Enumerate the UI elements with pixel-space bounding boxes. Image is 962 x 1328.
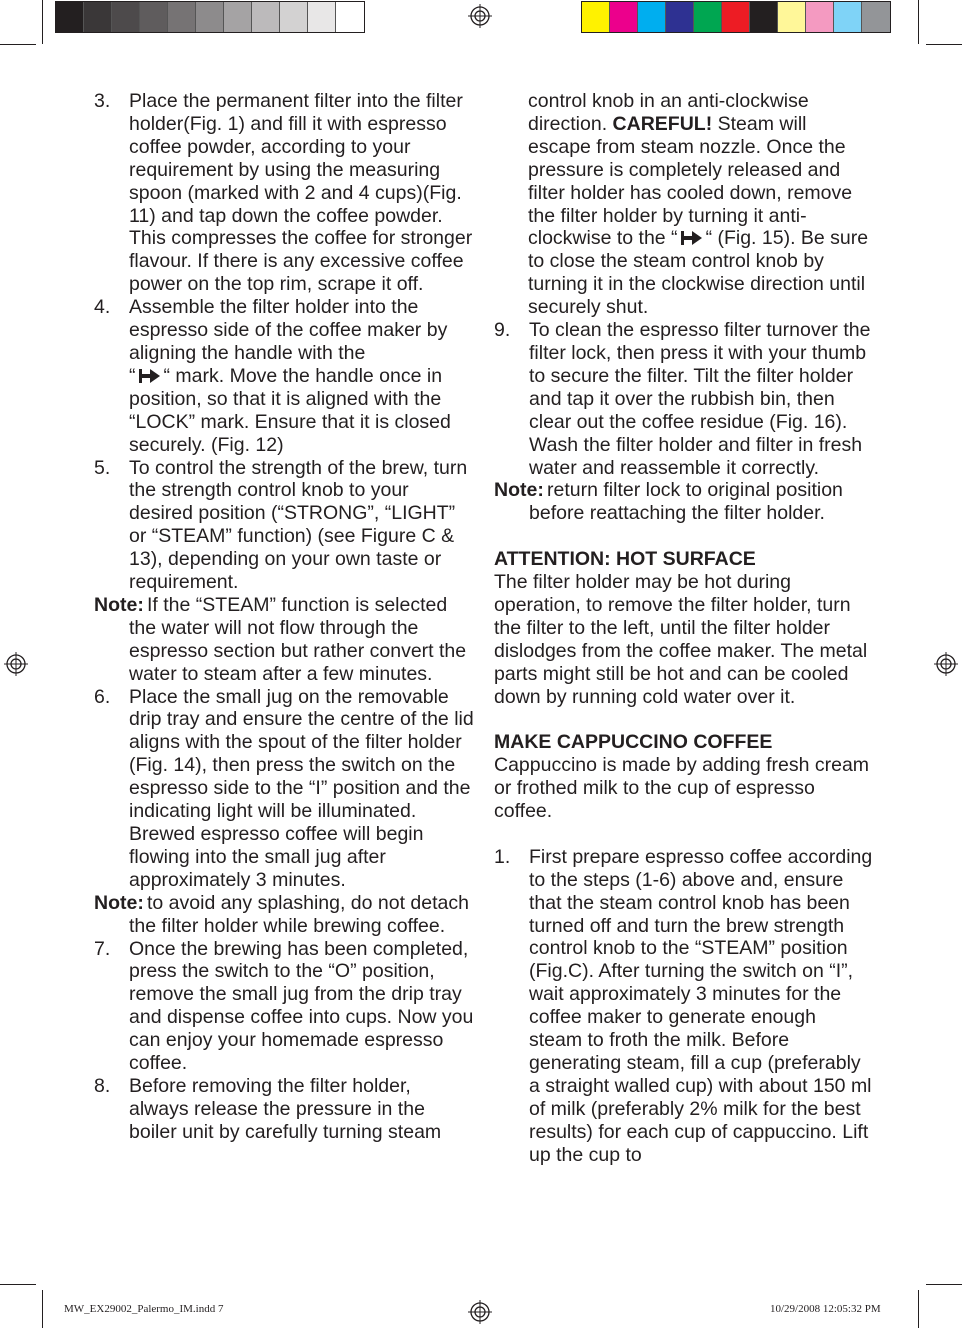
step-text: Place the permanent filter into the filter holder(Fig. 1) and fill it with espresso coffee powder, according to your requirement by using the measuring spoon (marked with 2 and 4 cups)(Fig. 11) and tap down the coffee powder. This compresses the coffee for stronger flavour. If there is any excessive coffee power on the top rim, scrape it off. xyxy=(129,90,473,296)
registration-mark-icon xyxy=(468,1300,492,1324)
cappuccino-paragraph: Cappuccino is made by adding fresh cream or frothed milk to the cup of espresso coffee. xyxy=(494,754,870,823)
note-label: Note: xyxy=(94,891,144,914)
note-filter-lock xyxy=(494,479,874,525)
careful-warning: CAREFUL! xyxy=(612,112,713,135)
step-number: 1. xyxy=(494,845,511,868)
step-number: 6. xyxy=(94,685,111,708)
cappuccino-step-1 xyxy=(494,846,874,1167)
color-swatch xyxy=(778,2,806,32)
color-swatch xyxy=(834,2,862,32)
registration-mark-icon xyxy=(4,652,28,676)
step-8 xyxy=(94,1075,474,1144)
step-text: First prepare espresso coffee according to the steps (1-6) above and, ensure that the steam control knob has been turned off and turn the brew strength control knob to the “STEAM” position (Fig.C). After turning the switch on “I”, wait approximately 3 minutes for the coffee maker to generate enough steam to froth the milk. Before generating steam, fill a cup (preferably a straight walled cup) with about 150 ml of milk (preferably 2% milk for the best results) for each cup of cappuccino. Lift up the cup to xyxy=(529,845,873,1166)
step-number: 3. xyxy=(94,90,111,112)
step-6 xyxy=(94,686,474,892)
step-3 xyxy=(94,90,474,296)
note-splashing xyxy=(94,892,474,938)
step-text: “ (Fig. 15). Be sure to close the steam control knob by turning it in the clockwise direction until securely shut. xyxy=(528,227,869,319)
step-text: Steam will escape from steam nozzle. Once the pressure is completely released and filter holder has cooled down, remove the filter holder by turning it anti-clockwise to the “ xyxy=(528,112,853,250)
color-swatch xyxy=(806,2,834,32)
grayscale-calibration-bar xyxy=(55,1,365,33)
registration-mark-icon xyxy=(934,652,958,676)
color-swatch xyxy=(84,2,112,32)
note-steam xyxy=(94,594,474,686)
step-text: Place the small jug on the removable drip tray and ensure the centre of the lid aligns with the spout of the filter holder (Fig. 14), then press the switch on the espresso side to the “I” position and the indicating light will be illuminated. Brewed espresso coffee will begin flowing into the small jug after approximately 3 minutes. xyxy=(129,685,474,891)
color-swatch xyxy=(336,2,364,32)
step-text: “ mark. Move the handle once in position, so that it is aligned with the “LOCK” mark. Ensure that it is closed securely. (Fig. 12) xyxy=(129,364,451,456)
crop-mark xyxy=(926,44,962,45)
footer-timestamp: 10/29/2008 12:05:32 PM xyxy=(770,1303,881,1315)
step-number: 4. xyxy=(94,296,111,319)
color-swatch xyxy=(56,2,84,32)
step-number: 8. xyxy=(94,1074,111,1097)
crop-mark xyxy=(42,1290,43,1328)
color-swatch xyxy=(196,2,224,32)
step-8-continued xyxy=(494,90,874,319)
note-text: If the “STEAM” function is selected the water will not flow through the espresso section but rather convert the water to steam after a few minutes. xyxy=(129,593,467,685)
crop-mark xyxy=(0,1284,36,1285)
color-swatch xyxy=(694,2,722,32)
attention-heading: ATTENTION: HOT SURFACE xyxy=(494,548,756,571)
crop-mark xyxy=(918,0,919,44)
color-swatch xyxy=(252,2,280,32)
color-swatch xyxy=(140,2,168,32)
color-swatch xyxy=(582,2,610,32)
right-column xyxy=(494,90,874,1167)
step-text: To control the strength of the brew, turn the strength control knob to your desired position (“STRONG”, “LIGHT” or “STEAM” function) (see Figure C & 13), depending on your own taste or requirement. xyxy=(129,456,468,594)
crop-mark xyxy=(926,1284,962,1285)
note-text: return filter lock to original position before reattaching the filter holder. xyxy=(529,479,843,525)
footer-filename: MW_EX29002_Palermo_IM.indd 7 xyxy=(64,1303,224,1315)
crop-mark xyxy=(42,0,43,44)
color-swatch xyxy=(610,2,638,32)
step-number: 7. xyxy=(94,937,111,960)
step-7 xyxy=(94,938,474,1075)
note-text: to avoid any splashing, do not detach the filter holder while brewing coffee. xyxy=(129,891,469,937)
color-swatch xyxy=(666,2,694,32)
color-swatch xyxy=(168,2,196,32)
color-swatch xyxy=(112,2,140,32)
unlock-arrow-icon xyxy=(681,230,703,246)
cappuccino-heading: MAKE CAPPUCCINO COFFEE xyxy=(494,731,773,754)
lock-arrow-icon xyxy=(139,368,161,384)
color-swatch xyxy=(750,2,778,32)
crop-mark xyxy=(918,1290,919,1328)
step-text: “ xyxy=(129,364,136,387)
left-column xyxy=(94,90,474,1144)
note-label: Note: xyxy=(94,593,144,616)
color-calibration-bar xyxy=(581,1,891,33)
color-swatch xyxy=(862,2,890,32)
step-number: 9. xyxy=(494,319,511,342)
crop-mark xyxy=(0,44,36,45)
step-5 xyxy=(94,457,474,594)
attention-paragraph: The filter holder may be hot during operation, to remove the filter holder, turn the filter to the left, until the filter holder dislodges from the coffee maker. The metal parts might still be hot and can be cooled down by running cold water over it. xyxy=(494,571,868,708)
color-swatch xyxy=(638,2,666,32)
color-swatch xyxy=(308,2,336,32)
step-text: Assemble the filter holder into the espresso side of the coffee maker by aligning the handle with the xyxy=(129,296,448,364)
step-text: Once the brewing has been completed, press the switch to the “O” position, remove the small jug from the drip tray and dispense coffee into cups. Now you can enjoy your homemade espresso coffee. xyxy=(129,937,474,1075)
color-swatch xyxy=(280,2,308,32)
step-9 xyxy=(494,319,874,479)
color-swatch xyxy=(224,2,252,32)
step-text: control knob in an anti-clockwise direction. xyxy=(528,90,809,135)
step-number: 5. xyxy=(94,456,111,479)
note-label: Note: xyxy=(494,479,544,502)
registration-mark-icon xyxy=(468,4,492,28)
color-swatch xyxy=(722,2,750,32)
step-text: To clean the espresso filter turnover the filter lock, then press it with your thumb to secure the filter. Tilt the filter holder and tap it over the rubbish bin, then clear out the coffee residue (Fig. 16). Wash the filter holder and filter in fresh water and reassemble it correctly. xyxy=(529,319,871,479)
step-4 xyxy=(94,296,474,456)
step-text: Before removing the filter holder, always release the pressure in the boiler unit by carefully turning steam xyxy=(129,1074,442,1143)
